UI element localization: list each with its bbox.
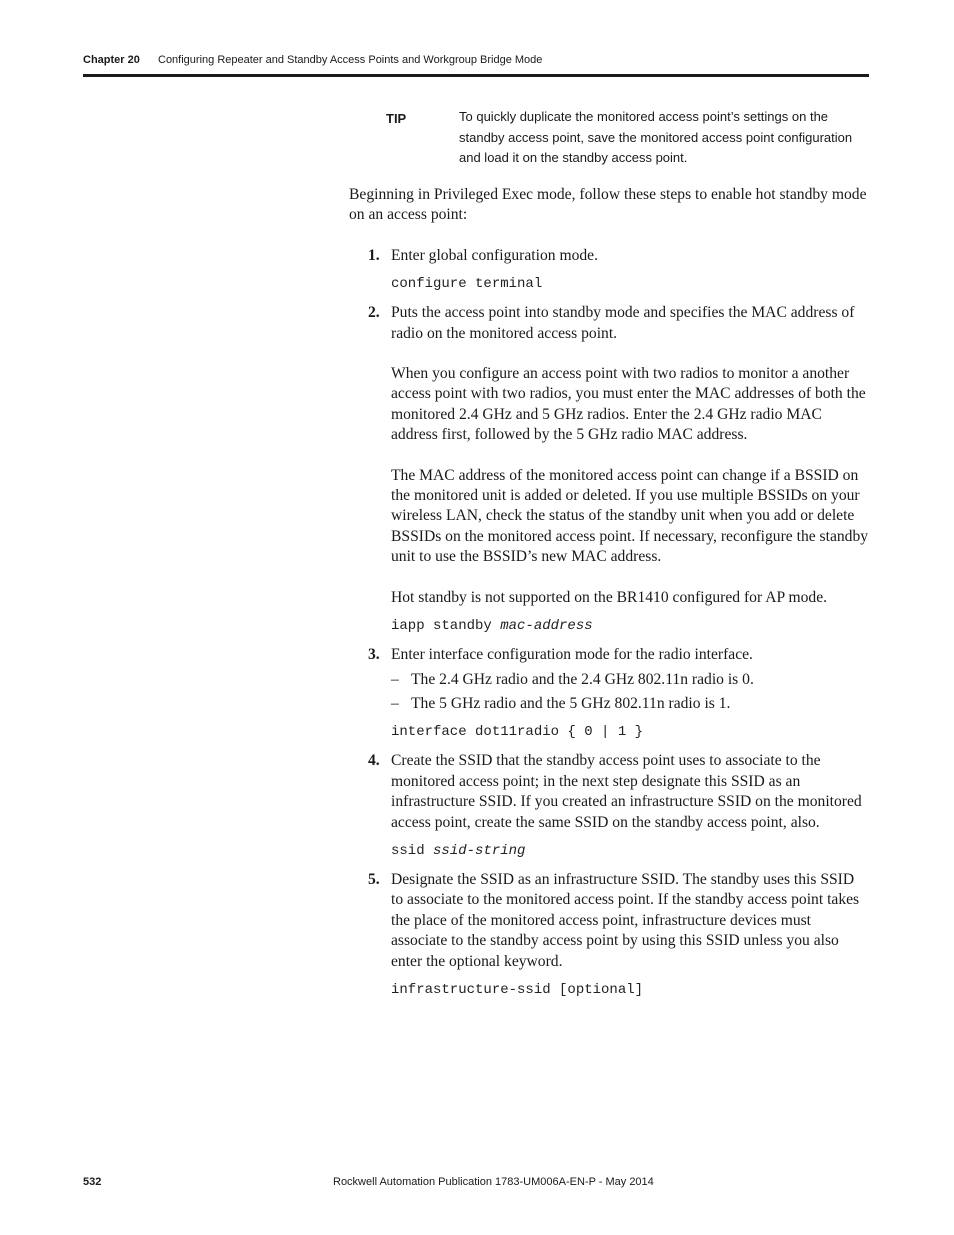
page-number: 532 <box>83 1176 102 1188</box>
step-text: Enter interface configuration mode for the radio interface. <box>391 646 753 664</box>
step-number: 1. <box>368 246 380 264</box>
intro-paragraph: Beginning in Privileged Exec mode, follow these steps to enable hot standby mode on an access point: <box>349 186 867 224</box>
step-text: Puts the access point into standby mode and specifies the MAC address of radio on the monitored access point. <box>391 304 855 342</box>
tip-text: To quickly duplicate the monitored access point’s settings on the standby access point, save the monitored access point configuration and load it on the standby access point. <box>459 109 853 165</box>
command-argument: mac-address <box>500 618 593 635</box>
step-4 <box>349 751 869 861</box>
dash-marker: – <box>391 670 399 688</box>
list-item-text: The 5 GHz radio and the 5 GHz 802.11n radio is 1. <box>411 694 731 712</box>
step-text: Designate the SSID as an infrastructure SSID. The standby uses this SSID to associate to the monitored access point. If the standby access point takes the place of the monitored access point, infrastructure devices must associate to the standby access point by using this SSID unless you also enter the optional keyword. <box>391 870 860 970</box>
page-header <box>83 52 869 74</box>
main-content <box>349 185 869 1009</box>
command-line: infrastructure-ssid [optional] <box>391 981 644 998</box>
dash-marker: – <box>391 694 399 712</box>
step-number: 5. <box>368 870 380 888</box>
step-number: 3. <box>368 646 380 664</box>
command-line <box>391 841 869 861</box>
list-item <box>391 670 869 690</box>
step-number: 2. <box>368 304 380 322</box>
command-line: interface dot11radio { 0 | 1 } <box>391 724 644 741</box>
list-item <box>391 694 869 714</box>
tip-label: TIP <box>386 111 407 126</box>
header-rule <box>83 74 869 77</box>
step-text: Create the SSID that the standby access point uses to associate to the monitored access point; in the next step designate this SSID as an infrastructure SSID. If you created an infrastructure SSID on the monitored access point, create the same SSID on the standby access point, also. <box>391 752 862 831</box>
step-2 <box>349 303 869 636</box>
step-number: 4. <box>368 752 380 770</box>
list-item-text: The 2.4 GHz radio and the 2.4 GHz 802.11n radio is 0. <box>411 670 754 688</box>
command-line: configure terminal <box>391 276 543 293</box>
chapter-title: Configuring Repeater and Standby Access Points and Workgroup Bridge Mode <box>158 54 543 66</box>
command-keyword: ssid <box>391 842 434 859</box>
step-1 <box>349 246 869 294</box>
chapter-label: Chapter 20 <box>83 54 140 66</box>
step-text: Enter global configuration mode. <box>391 246 598 264</box>
step-paragraph: When you configure an access point with two radios to monitor a another access point with two radios, you must enter the MAC addresses of both the monitored 2.4 GHz and 5 GHz radios. Enter the 2.4 GHz radio MAC address first, followed by the 5 GHz radio MAC address. <box>391 365 866 444</box>
step-3 <box>349 645 869 742</box>
step-paragraph: The MAC address of the monitored access point can change if a BSSID on the monitored unit is added or deleted. If you use multiple BSSIDs on your wireless LAN, check the status of the standby unit when you add or delete BSSIDs on the monitored access point. If necessary, reconfigure the standby unit to use the BSSID’s new MAC address. <box>391 466 869 566</box>
step-paragraph: Hot standby is not supported on the BR1410 configured for AP mode. <box>391 588 828 606</box>
command-line <box>391 616 869 636</box>
publication-info: Rockwell Automation Publication 1783-UM006A-EN-P - May 2014 <box>333 1176 654 1188</box>
page-footer <box>83 1176 869 1196</box>
command-keyword: iapp standby <box>391 618 501 635</box>
step-5 <box>349 870 869 1000</box>
command-argument: ssid-string <box>433 842 526 859</box>
